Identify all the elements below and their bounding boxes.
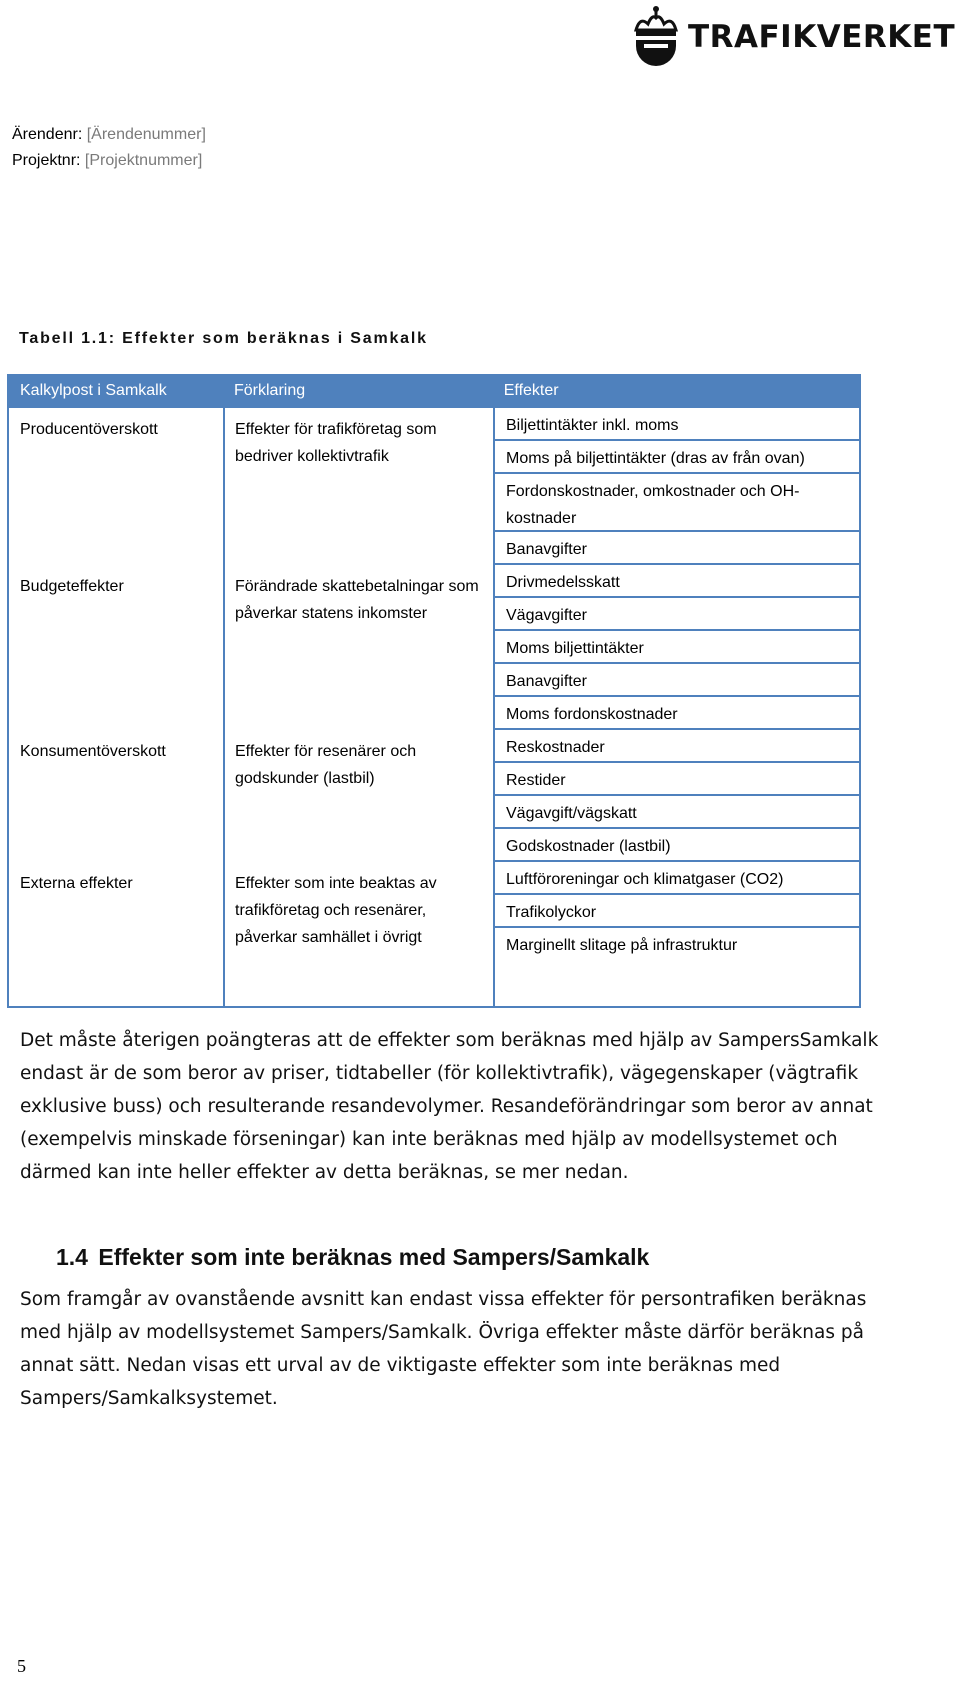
section-number: 1.4 xyxy=(56,1244,88,1270)
table-row xyxy=(9,730,859,862)
table-row xyxy=(9,862,859,963)
effect-item: Marginellt slitage på infrastruktur xyxy=(506,937,738,954)
effect-item: Banavgifter xyxy=(495,664,859,697)
effekter-cell xyxy=(495,862,859,963)
effects-table xyxy=(7,374,861,1008)
table-caption: Tabell 1.1: Effekter som beräknas i Samkalk xyxy=(19,330,428,347)
effect-item: Vägavgift/vägskatt xyxy=(495,796,859,829)
effekter-cell xyxy=(495,565,859,730)
table-row xyxy=(9,565,859,730)
logo-text: TRAFIKVERKET xyxy=(688,19,956,55)
effect-item: Moms fordonskostnader xyxy=(495,697,859,730)
kalkylpost-cell: Externa effekter xyxy=(20,875,133,892)
effect-item: Moms biljettintäkter xyxy=(495,631,859,664)
arende-value: [Ärendenummer] xyxy=(86,126,206,143)
kalkylpost-cell: Konsumentöverskott xyxy=(20,743,166,760)
effect-item: Reskostnader xyxy=(495,730,859,763)
table-header-row xyxy=(7,374,861,408)
header-kalkylpost: Kalkylpost i Samkalk xyxy=(20,382,167,399)
effect-item: Fordonskostnader, omkostnader och OH-kostnader xyxy=(495,474,859,532)
trafikverket-logo xyxy=(626,2,956,72)
forklaring-cell: Förändrade skattebetalningar som påverkar statens inkomster xyxy=(235,578,479,622)
document-meta xyxy=(12,122,206,174)
table-row xyxy=(9,408,859,565)
effect-item: Drivmedelsskatt xyxy=(495,565,859,598)
effect-item: Vägavgifter xyxy=(495,598,859,631)
effect-item: Biljettintäkter inkl. moms xyxy=(495,408,859,441)
effect-item: Banavgifter xyxy=(495,532,859,565)
kalkylpost-cell: Budgeteffekter xyxy=(20,578,124,595)
effekter-cell xyxy=(495,730,859,862)
effekter-cell xyxy=(495,408,859,565)
forklaring-cell: Effekter för trafikföretag som bedriver kollektivtrafik xyxy=(235,421,437,465)
kalkylpost-cell: Producentöverskott xyxy=(20,421,158,438)
section-title: Effekter som inte beräknas med Sampers/Samkalk xyxy=(98,1244,650,1270)
forklaring-cell: Effekter som inte beaktas av trafikföretag och resenärer, påverkar samhället i övrigt xyxy=(235,875,437,946)
projekt-label: Projektnr: xyxy=(12,152,81,169)
effect-item: Luftföroreningar och klimatgaser (CO2) xyxy=(495,862,859,895)
effect-item: Restider xyxy=(495,763,859,796)
projekt-value: [Projektnummer] xyxy=(84,152,203,169)
effect-item: Godskostnader (lastbil) xyxy=(495,829,859,862)
section-heading xyxy=(56,1244,649,1271)
crown-icon xyxy=(626,2,686,72)
header-forklaring: Förklaring xyxy=(234,382,306,399)
arende-label: Ärendenr: xyxy=(12,126,83,143)
paragraph-1: Det måste återigen poängteras att de effekter som beräknas med hjälp av SampersSamkalk endast är de som beror av priser, tidtabeller (för kollektivtrafik), vägegenskaper (vägtrafik exklusive buss) och resulterande resandevolymer. Resandeförändringar som beror av annat (exempelvis minskade förseningar) kan inte beräknas med hjälp av modellsystemet och därmed kan inte heller effekter av detta beräknas, se mer nedan. xyxy=(20,1030,879,1183)
page-number: 5 xyxy=(17,1656,26,1676)
table-body xyxy=(7,408,861,1008)
paragraph-2: Som framgår av ovanstående avsnitt kan endast vissa effekter för persontrafiken beräknas med hjälp av modellsystemet Sampers/Samkalk. Övriga effekter måste därför beräknas på annat sätt. Nedan visas ett urval av de viktigaste effekter som inte beräknas med Sampers/Samkalksystemet. xyxy=(20,1289,867,1409)
effect-item: Trafikolyckor xyxy=(495,895,859,928)
arende-line xyxy=(12,122,206,148)
projekt-line xyxy=(12,148,206,174)
header-effekter: Effekter xyxy=(503,382,559,399)
effect-item: Moms på biljettintäkter (dras av från ovan) xyxy=(495,441,859,474)
forklaring-cell: Effekter för resenärer och godskunder (lastbil) xyxy=(235,743,417,787)
